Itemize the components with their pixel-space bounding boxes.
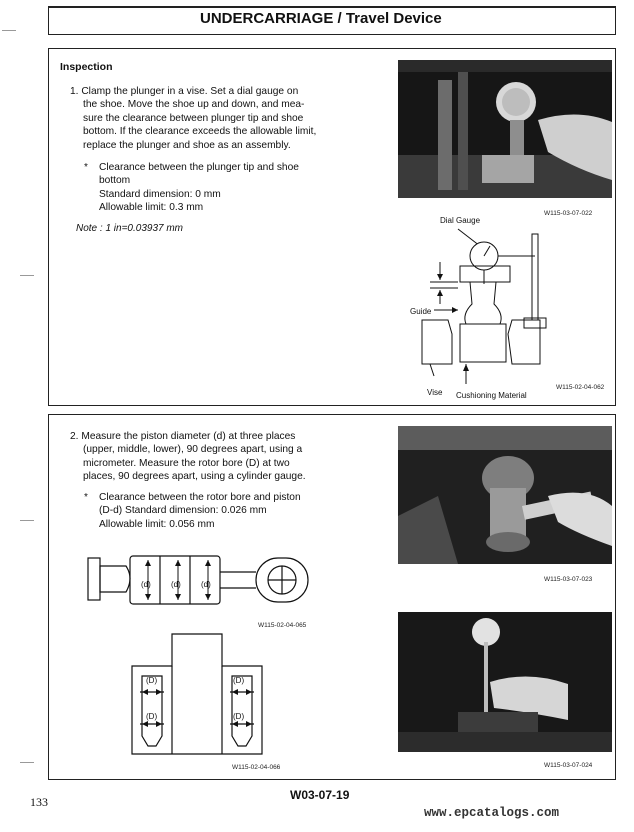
margin-mark: 133 — [30, 795, 48, 809]
step-line: places, 90 degrees apart, using a cylinder gauge. — [83, 471, 306, 483]
photo-dial-gauge — [398, 60, 612, 198]
section-heading: Inspection — [60, 61, 113, 73]
label-guide: Guide — [410, 307, 432, 316]
step-line: bottom. If the clearance exceeds the allowable limit, — [83, 126, 317, 138]
figure-caption: W115-02-04-066 — [232, 764, 281, 771]
bore-D-label: (D) — [146, 676, 158, 685]
bore-D-label: (D) — [146, 712, 158, 721]
page-code: W03-07-19 — [290, 788, 350, 802]
photo-cylinder-gauge — [398, 612, 612, 752]
bullet: * — [84, 162, 88, 173]
step-line: replace the plunger and shoe as an assembly. — [83, 139, 291, 151]
spec-line: Clearance between the plunger tip and shoe — [99, 162, 299, 173]
spec-line: Allowable limit: 0.3 mm — [99, 202, 204, 214]
step-line: 1. Clamp the plunger in a vise. Set a dial gauge on — [70, 86, 299, 97]
piston-d-label: (d) — [171, 580, 181, 589]
figure-caption: W115-03-07-022 — [544, 210, 593, 217]
piston-d-label: (d) — [201, 580, 211, 589]
note-text: Note : 1 in=0.03937 mm — [76, 223, 184, 234]
step-1-text — [70, 85, 370, 152]
piston-d-label: (d) — [141, 580, 151, 589]
dial-gauge-diagram — [400, 224, 560, 394]
step-line: the shoe. Move the shoe up and down, and mea- — [83, 99, 305, 111]
label-vise: Vise — [427, 388, 443, 397]
photo-micrometer-art — [398, 426, 612, 564]
figure-caption: W115-03-07-024 — [544, 762, 593, 769]
scan-mark — [20, 520, 34, 521]
step-2-text — [70, 430, 370, 484]
figure-caption: W115-03-07-023 — [544, 576, 593, 583]
figure-caption: W115-02-04-062 — [556, 384, 605, 391]
step-line: micrometer. Measure the rotor bore (D) at two — [83, 457, 290, 469]
scan-mark — [20, 275, 34, 276]
spec-line: bottom — [99, 175, 131, 187]
step-line: (upper, middle, lower), 90 degrees apart, using a — [83, 444, 303, 456]
spec-line: Allowable limit: 0.056 mm — [99, 518, 215, 530]
page-title: UNDERCARRIAGE / Travel Device — [200, 10, 442, 27]
spec-line: Clearance between the rotor bore and piston — [99, 492, 301, 503]
label-cushioning: Cushioning Material — [456, 391, 527, 400]
step-line: sure the clearance between plunger tip and shoe — [83, 112, 304, 124]
bore-D-label: (D) — [233, 712, 245, 721]
spec-line: (D-d) Standard dimension: 0.026 mm — [99, 505, 267, 517]
spec-2-text — [99, 491, 369, 531]
photo-cylinder-gauge-art — [398, 612, 612, 752]
spec-1-text — [99, 161, 369, 215]
scan-mark — [20, 762, 34, 763]
figure-caption: W115-02-04-065 — [258, 622, 307, 629]
rotor-bore-diagram — [122, 632, 272, 760]
bore-D-label: (D) — [233, 676, 245, 685]
photo-dial-gauge-art — [398, 60, 612, 198]
label-dial-gauge: Dial Gauge — [440, 216, 481, 225]
watermark-link[interactable]: www.epcatalogs.com — [424, 806, 560, 820]
scan-mark — [2, 30, 16, 31]
step-line: 2. Measure the piston diameter (d) at three places — [70, 431, 296, 442]
spec-line: Standard dimension: 0 mm — [99, 188, 221, 200]
bullet: * — [84, 492, 88, 503]
photo-micrometer — [398, 426, 612, 564]
